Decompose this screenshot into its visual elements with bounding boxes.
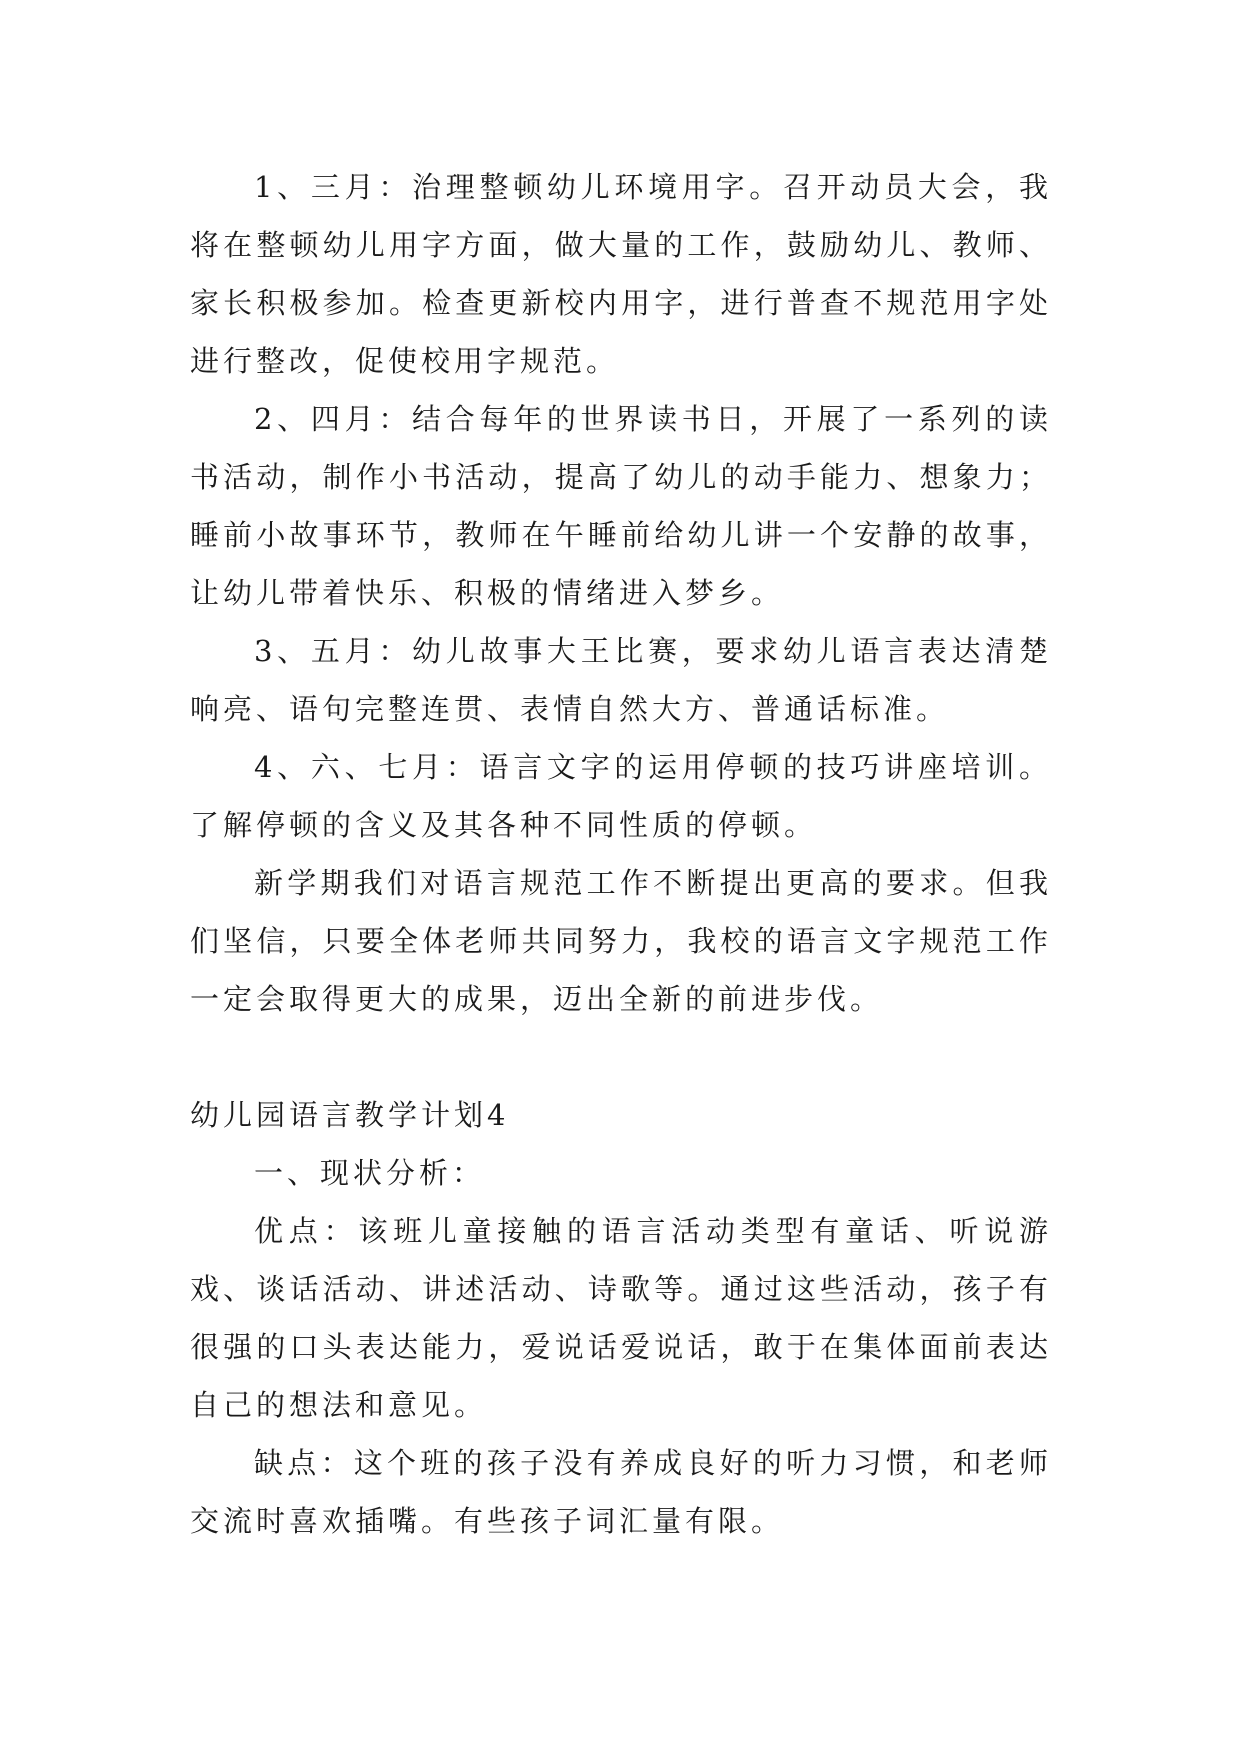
paragraph-status-analysis: 一、现状分析： [254,1156,486,1190]
paragraph-new-semester: 新学期我们对语言规范工作不断提出更高的要求。但我们坚信，只要全体老师共同努力，我校的语言文字规范工作一定会取得更大的成果，迈出全新的前进步伐。 [190,866,1052,1016]
document-body [190,158,1052,1550]
section-gap [190,1028,1052,1086]
paragraph-june-july: 4、六、七月：语言文字的运用停顿的技巧讲座培训。了解停顿的含义及其各种不同性质的停顿。 [190,750,1052,842]
section-title: 幼儿园语言教学计划4 [190,1098,510,1132]
paragraph-weaknesses: 缺点：这个班的孩子没有养成良好的听力习惯，和老师交流时喜欢插嘴。有些孩子词汇量有限。 [190,1446,1052,1538]
paragraph-march: 1、三月：治理整顿幼儿环境用字。召开动员大会，我将在整顿幼儿用字方面，做大量的工作，鼓励幼儿、教师、家长积极参加。检查更新校内用字，进行普查不规范用字处进行整改，促使校用字规范。 [190,170,1052,378]
paragraph-april: 2、四月：结合每年的世界读书日，开展了一系列的读书活动，制作小书活动，提高了幼儿的动手能力、想象力；睡前小故事环节，教师在午睡前给幼儿讲一个安静的故事，让幼儿带着快乐、积极的情绪进入梦乡。 [190,402,1052,610]
paragraph-may: 3、五月：幼儿故事大王比赛，要求幼儿语言表达清楚响亮、语句完整连贯、表情自然大方、普通话标准。 [190,634,1052,726]
paragraph-strengths: 优点：该班儿童接触的语言活动类型有童话、听说游戏、谈话活动、讲述活动、诗歌等。通过这些活动，孩子有很强的口头表达能力，爱说话爱说话，敢于在集体面前表达自己的想法和意见。 [190,1214,1052,1422]
